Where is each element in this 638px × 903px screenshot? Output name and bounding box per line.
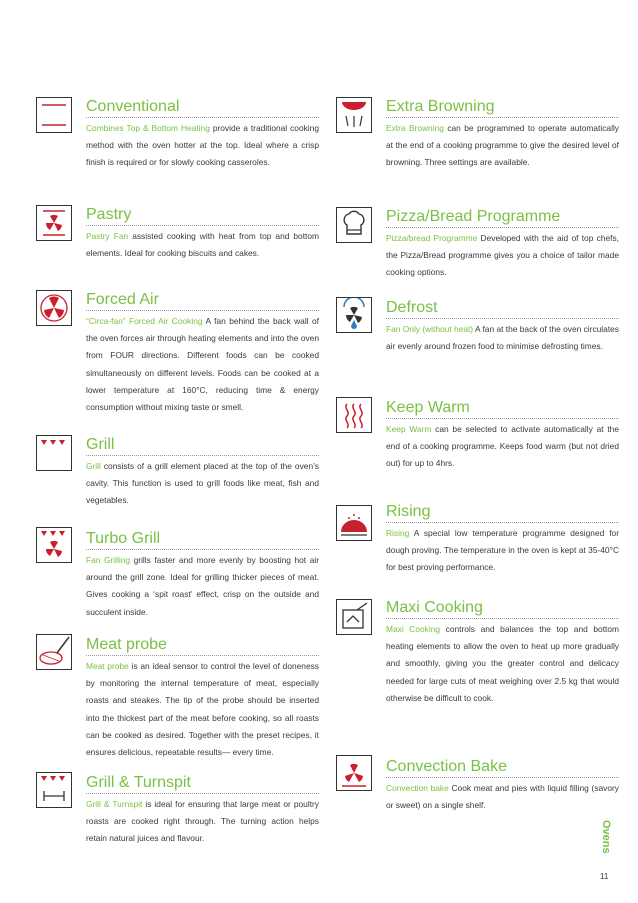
section-tab-ovens: Ovens <box>600 820 612 854</box>
entry-convection-bake <box>386 758 619 814</box>
entry-title: Extra Browning <box>386 98 619 118</box>
entry-title: Grill & Turnspit <box>86 774 319 794</box>
rising-icon <box>336 505 372 541</box>
forced-air-fan-icon <box>36 290 72 326</box>
entry-title: Convection Bake <box>386 758 619 778</box>
entry-forced-air <box>86 291 319 416</box>
entry-highlight: Keep Warm <box>386 424 432 434</box>
entry-rising <box>386 503 619 577</box>
entry-meat-probe <box>86 636 319 761</box>
entry-pizza-bread <box>386 208 619 282</box>
entry-keep-warm <box>386 399 619 473</box>
entry-title: Grill <box>86 436 319 456</box>
entry-highlight: Pizza/bread Programme <box>386 233 478 243</box>
entry-highlight: Maxi Cooking <box>386 624 441 634</box>
meat-probe-icon <box>36 634 72 670</box>
entry-highlight: Grill & Turnspit <box>86 799 143 809</box>
entry-grill <box>86 436 319 510</box>
entry-title: Pizza/Bread Programme <box>386 208 619 228</box>
entry-body: A fan at the back of the oven circulates air evenly around frozen food to minimise defrosting times. <box>386 324 619 352</box>
entry-highlight: Combines Top & Bottom Heating <box>86 123 210 133</box>
entry-highlight: Fan Grilling <box>86 555 131 565</box>
entry-title: Maxi Cooking <box>386 599 619 619</box>
maxi-cooking-icon <box>336 599 372 635</box>
entry-title: Rising <box>386 503 619 523</box>
entry-extra-browning <box>386 98 619 172</box>
entry-body: A fan behind the back wall of the oven forces air through heating elements and into the oven from FOUR directions. Different foods can be cooked simultaneously on different levels. Foods can be cooked at a lower temperature at 160°C, reducing time & energy consumption without mixing taste or smell. <box>86 316 319 413</box>
turbo-grill-icon <box>36 527 72 563</box>
entry-highlight: Extra Browning <box>386 123 444 133</box>
entry-body: is ideal for ensuring that large meat or poultry roasts are cooked right through. The turning action helps retain natural juices and flavour. <box>86 799 319 844</box>
entry-title: Turbo Grill <box>86 530 319 550</box>
entry-body: Developed with the aid of top chefs, the Pizza/Bread programme gives you a choice of tailor made cooking options. <box>386 233 619 278</box>
conventional-heat-icon <box>36 97 72 133</box>
entry-body: can be selected to activate automatically at the end of a cooking programme. Keeps food warm (but not dried out) for up to 4hrs. <box>386 424 619 469</box>
entry-highlight: Pastry Fan <box>86 231 129 241</box>
entry-highlight: Fan Only (without heat) <box>386 324 474 334</box>
entry-body: Cook meat and pies with liquid filling (savory or sweet) on a single shelf. <box>386 783 619 811</box>
entry-grill-turnspit <box>86 774 319 848</box>
entry-title: Forced Air <box>86 291 319 311</box>
entry-maxi-cooking <box>386 599 619 707</box>
entry-body: grills faster and more evenly by boosting hot air around the grill zone. Ideal for grilling thicker pieces of meat. Gives cooking a ‘spit roast’ effect, crisp on the outside and succulent inside. <box>86 555 319 617</box>
entry-body: assisted cooking with heat from top and bottom elements. Ideal for cooking biscuits and cakes. <box>86 231 319 259</box>
entry-pastry <box>86 206 319 262</box>
page-number: 11 <box>600 872 609 881</box>
entry-body: provide a traditional cooking method with the oven hotter at the top. Ideal where a crisp finish is required or for slowly cooking casseroles. <box>86 123 319 168</box>
entry-highlight: “Circa-fan” Forced Air Cooking <box>86 316 203 326</box>
convection-bake-icon <box>336 755 372 791</box>
entry-body: controls and balances the top and bottom heating elements to allow the oven to heat up more gradually and smoothly, giving you the greater control and delicacy needed for large cuts of meat weighing over 2.5 kg that would otherwise be difficult to cook. <box>386 624 619 703</box>
entry-title: Keep Warm <box>386 399 619 419</box>
entry-highlight: Meat probe <box>86 661 129 671</box>
entry-title: Defrost <box>386 299 619 319</box>
entry-highlight: Grill <box>86 461 101 471</box>
entry-body: consists of a grill element placed at the top of the oven’s cavity. This function is used to grill foods like meat, fish and vegetables. <box>86 461 319 506</box>
entry-defrost <box>386 299 619 355</box>
defrost-icon <box>336 297 372 333</box>
entry-highlight: Rising <box>386 528 410 538</box>
entry-body: is an ideal sensor to control the level of doneness by monitoring the internal temperature of meat, especially roasts and steakes. The tip of the probe should be inserted into the thickest part of the meat before cooking, so all roasts can be cooked as desired. Together with the preset recipes, it ensures delicious, repeatable results— every time. <box>86 661 319 758</box>
entry-conventional <box>86 98 319 172</box>
keep-warm-icon <box>336 397 372 433</box>
entry-title: Meat probe <box>86 636 319 656</box>
entry-highlight: Convection bake <box>386 783 449 793</box>
chef-hat-icon <box>336 207 372 243</box>
grill-icon <box>36 435 72 471</box>
entry-title: Conventional <box>86 98 319 118</box>
entry-body: can be programmed to operate automatically at the end of a cooking programme to give the desired level of browning. Three settings are available. <box>386 123 619 168</box>
entry-title: Pastry <box>86 206 319 226</box>
pastry-fan-icon <box>36 205 72 241</box>
entry-body: A special low temperature programme designed for dough proving. The temperature in the oven is kept at 35-40°C for best proving performance. <box>386 528 619 573</box>
extra-browning-icon <box>336 97 372 133</box>
grill-turnspit-icon <box>36 772 72 808</box>
entry-turbo-grill <box>86 530 319 621</box>
